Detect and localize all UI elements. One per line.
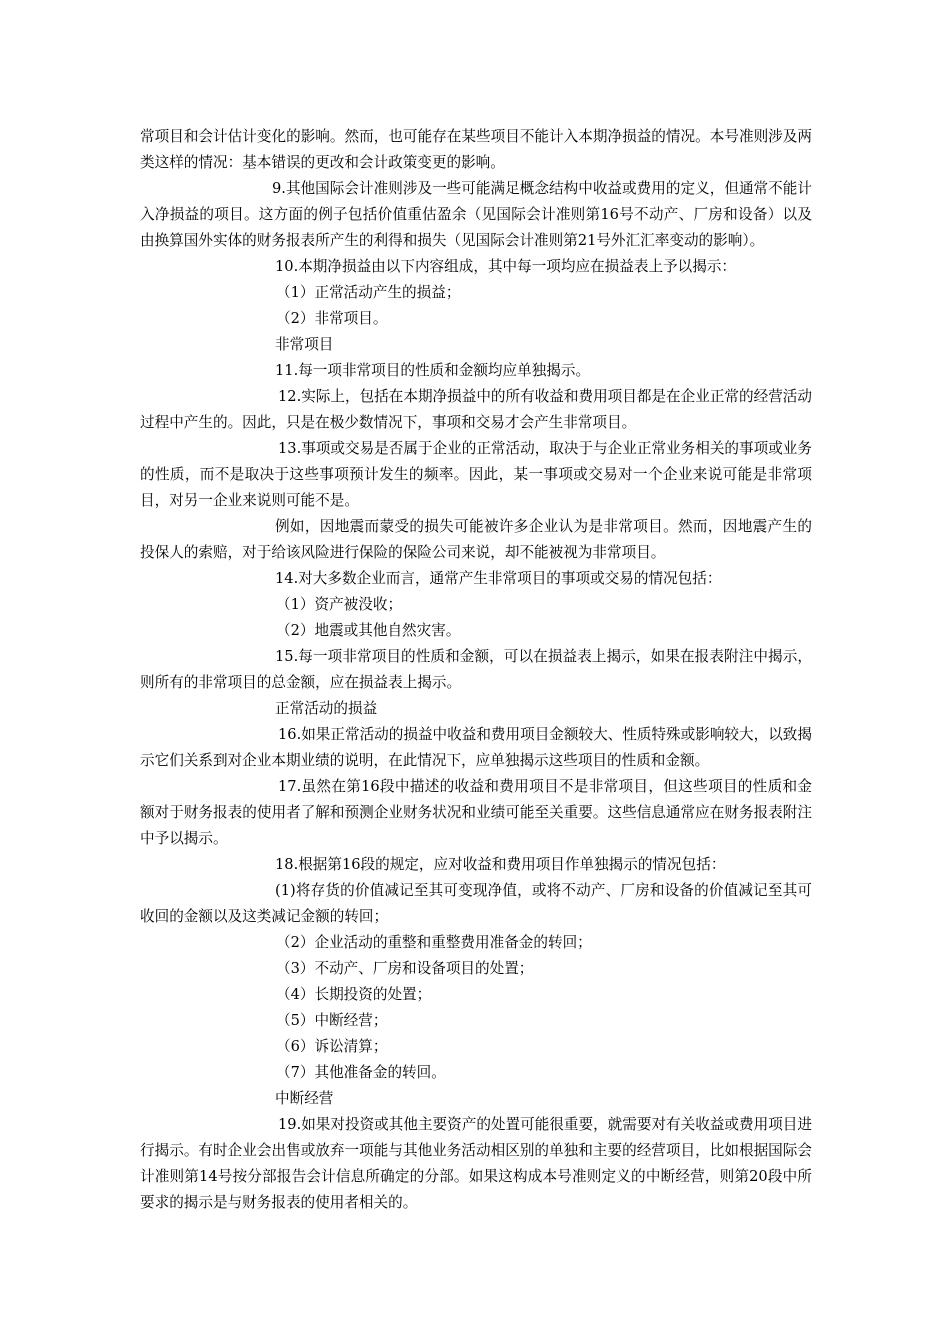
paragraph-18-item-1: (1)将存货的价值减记至其可变现净值，或将不动产、厂房和设备的价值减记至其可收回的金额以及这类减记金额的转回； [140, 882, 812, 925]
list-item: （7）其他准备金的转回。 [276, 1064, 446, 1081]
list-item: （6）诉讼清算； [276, 1038, 388, 1055]
paragraph-12: 12.实际上，包括在本期净损益中的所有收益和费用项目都是在企业正常的经营活动过程中产生的。因此，只是在极少数情况下，事项和交易才会产生非常项目。 [140, 388, 812, 431]
section-heading-discontinued-operations: 中断经营 [275, 1090, 334, 1107]
paragraph-9: 9.其他国际会计准则涉及一些可能满足概念结构中收益或费用的定义，但通常不能计入净损益的项目。这方面的例子包括价值重估盈余（见国际会计准则第16号不动产、厂房和设备）以及由换算国外实体的财务报表所产生的利得和损失（见国际会计准则第21号外汇汇率变动的影响）。 [140, 180, 812, 249]
paragraph-13-example: 例如，因地震而蒙受的损失可能被许多企业认为是非常项目。然而，因地震产生的投保人的索赔，对于给该风险进行保险的保险公司来说，却不能被视为非常项目。 [140, 518, 812, 561]
paragraph-17: 17.虽然在第16段中描述的收益和费用项目不是非常项目，但这些项目的性质和金额对于财务报表的使用者了解和预测企业财务状况和业绩可能至关重要。这些信息通常应在财务报表附注中予以揭示。 [140, 778, 812, 847]
list-item: （2）企业活动的重整和重整费用准备金的转回； [276, 934, 592, 951]
paragraph-14: 14.对大多数企业而言，通常产生非常项目的事项或交易的情况包括： [275, 570, 722, 587]
paragraph-13: 13.事项或交易是否属于企业的正常活动，取决于与企业正常业务相关的事项或业务的性质，而不是取决于这些事项预计发生的频率。因此，某一事项或交易对一个企业来说可能是非常项目，对另一企业来说则可能不是。 [140, 440, 812, 509]
list-item: （3）不动产、厂房和设备项目的处置； [276, 960, 534, 977]
list-item: （5）中断经营； [276, 1012, 388, 1029]
section-heading-ordinary-activities: 正常活动的损益 [275, 700, 378, 717]
list-item: （2）地震或其他自然灾害。 [276, 622, 461, 639]
document-page [140, 124, 812, 1216]
paragraph-16: 16.如果正常活动的损益中收益和费用项目金额较大、性质特殊或影响较大，以致揭示它们关系到对企业本期业绩的说明，在此情况下，应单独揭示这些项目的性质和金额。 [140, 726, 812, 769]
section-heading-extraordinary-items: 非常项目 [275, 336, 334, 353]
paragraph-18: 18.根据第16段的规定，应对收益和费用项目作单独揭示的情况包括： [275, 856, 726, 873]
paragraph-15: 15.每一项非常项目的性质和金额，可以在损益表上揭示，如果在报表附注中揭示，则所有的非常项目的总金额，应在损益表上揭示。 [140, 648, 812, 691]
list-item: （1）资产被没收； [276, 596, 403, 613]
paragraph-10: 10.本期净损益由以下内容组成，其中每一项均应在损益表上予以揭示： [275, 258, 737, 275]
list-item: （1）正常活动产生的损益； [276, 284, 461, 301]
list-item: （2）非常项目。 [276, 310, 388, 327]
paragraph-continuation: 常项目和会计估计变化的影响。然而，也可能存在某些项目不能计入本期净损益的情况。本号准则涉及两类这样的情况：基本错误的更改和会计政策变更的影响。 [140, 128, 812, 171]
list-item: （4）长期投资的处置； [276, 986, 432, 1003]
paragraph-11: 11.每一项非常项目的性质和金额均应单独揭示。 [275, 362, 591, 379]
paragraph-19: 19.如果对投资或其他主要资产的处置可能很重要，就需要对有关收益或费用项目进行揭示。有时企业会出售或放弃一项能与其他业务活动相区别的单独和主要的经营项目，比如根据国际会计准则第14号按分部报告会计信息所确定的分部。如果这构成本号准则定义的中断经营，则第20段中所要求的揭示是与财务报表的使用者相关的。 [140, 1116, 812, 1211]
